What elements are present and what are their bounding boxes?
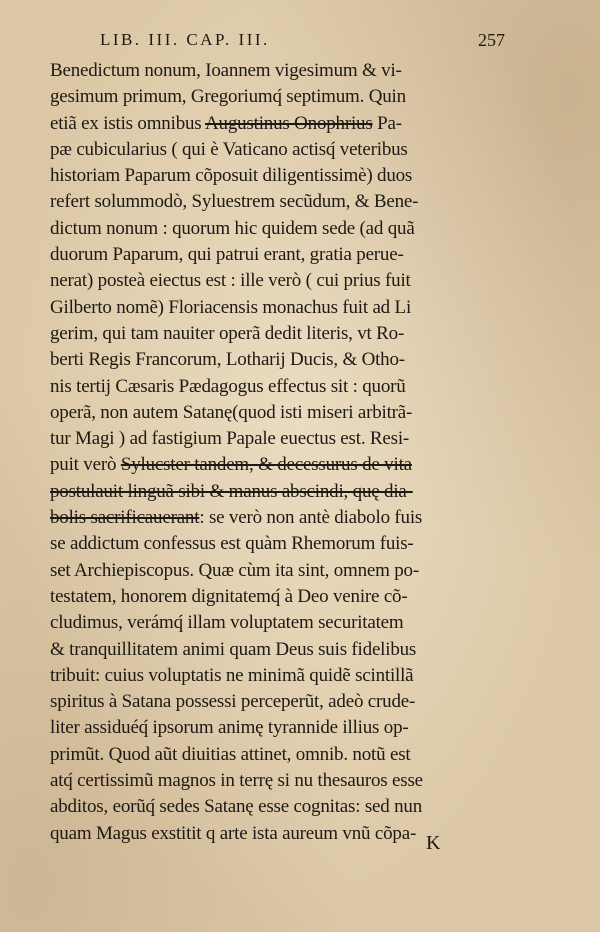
text-line (50, 374, 505, 400)
text-segment: tribuit: cuius voluptatis ne minimã quidẽ scintillã (50, 664, 414, 686)
text-line (50, 715, 505, 741)
text-line (50, 268, 505, 294)
text-segment: Pa- (372, 112, 402, 134)
text-line (50, 111, 505, 137)
running-head (100, 30, 505, 52)
text-line (50, 400, 505, 426)
page-number: 257 (478, 30, 505, 50)
text-segment: pæ cubicularius ( qui è Vaticano actisq́ veteribus (50, 138, 408, 160)
text-segment: tur Magi ) ad fastigium Papale euectus est. Resi- (50, 428, 410, 450)
text-line (50, 768, 505, 794)
text-segment: historiam Paparum cõposuit diligentissimè) duos (50, 165, 413, 187)
text-line (50, 216, 505, 242)
struck-text: bolis sacrificauerant (50, 507, 200, 529)
text-line (50, 479, 505, 505)
text-line (50, 426, 505, 452)
text-segment: : se verò non antè diabolo fuis (199, 507, 423, 529)
text-line (50, 163, 505, 189)
struck-text: Sylucster tandem, & decessurus de vita (120, 454, 412, 476)
running-head-title: LIB. III. CAP. III. (100, 30, 270, 49)
text-line (50, 610, 505, 636)
text-segment: se addictum confessus est quàm Rhemorum fuis- (50, 533, 414, 555)
text-segment: cludimus, verámq́ illam voluptatem securitatem (50, 612, 404, 634)
text-segment: etiã ex istis omnibus (50, 112, 205, 134)
text-segment: abditos, eorũq́ sedes Satanę esse cognitas: sed nun (50, 796, 423, 818)
text-line (50, 505, 505, 531)
text-line (50, 584, 505, 610)
signature-mark: K (426, 832, 441, 854)
text-line (50, 137, 505, 163)
text-segment: liter assiduéq́ ipsorum animę tyrannide illius op- (50, 717, 409, 739)
text-segment: gerim, qui tam nauiter operã dedit literis, vt Ro- (50, 322, 405, 344)
text-line (50, 742, 505, 768)
text-segment: primũt. Quod aũt diuitias attinet, omnib. notũ est (50, 743, 411, 765)
text-segment: puit verò (50, 454, 121, 476)
text-line (50, 242, 505, 268)
text-segment: operã, non autem Satanę(quod isti miseri arbitrã- (50, 401, 413, 423)
text-line (50, 321, 505, 347)
text-line (50, 531, 505, 557)
text-segment: set Archiepiscopus. Quæ cùm ita sint, omnem po- (50, 559, 419, 581)
text-line (50, 347, 505, 373)
text-line (50, 84, 505, 110)
text-line (50, 663, 505, 689)
text-segment: quam Magus exstitit q arte ista aureum vnũ cõpa- (50, 822, 417, 844)
text-segment: Benedictum nonum, Ioannem vigesimum & vi- (50, 60, 402, 81)
text-line (50, 58, 505, 84)
text-segment: nis tertij Cæsaris Pædagogus effectus sit : quorũ (50, 375, 406, 397)
text-segment: berti Regis Francorum, Lotharij Ducis, & Otho- (50, 349, 405, 371)
text-line (50, 637, 505, 663)
text-segment: dictum nonum : quorum hic quidem sede (ad quã (50, 217, 415, 239)
struck-text: postulauit linguã sibi & manus abscindi, quę dia- (50, 480, 413, 502)
text-segment: nerat) posteà eiectus est : ille verò ( cui prius fuit (50, 270, 411, 292)
text-segment: Gilberto nomẽ) Floriacensis monachus fuit ad Li (50, 296, 412, 318)
text-line (50, 689, 505, 715)
text-line (50, 295, 505, 321)
text-segment: & tranquillitatem animi quam Deus suis fidelibus (50, 638, 417, 660)
text-segment: atq́ certissimũ magnos in terrę si nu thesauros esse (50, 770, 423, 792)
text-segment: gesimum primum, Gregoriumq́ septimum. Quin (50, 86, 406, 108)
text-line (50, 452, 505, 478)
struck-text: Augustinus Onophrius (205, 112, 373, 134)
text-segment: duorum Paparum, qui patrui erant, gratia perue- (50, 244, 404, 266)
text-line (50, 189, 505, 215)
text-segment: spiritus à Satana possessi perceperũt, adeò crude- (50, 691, 416, 713)
body-text (50, 58, 505, 847)
text-segment: testatem, honorem dignitatemq́ à Deo venire cõ- (50, 585, 408, 607)
text-line (50, 558, 505, 584)
text-line (50, 794, 505, 820)
text-segment: refert solummodò, Syluestrem secũdum, & Bene- (50, 191, 419, 213)
